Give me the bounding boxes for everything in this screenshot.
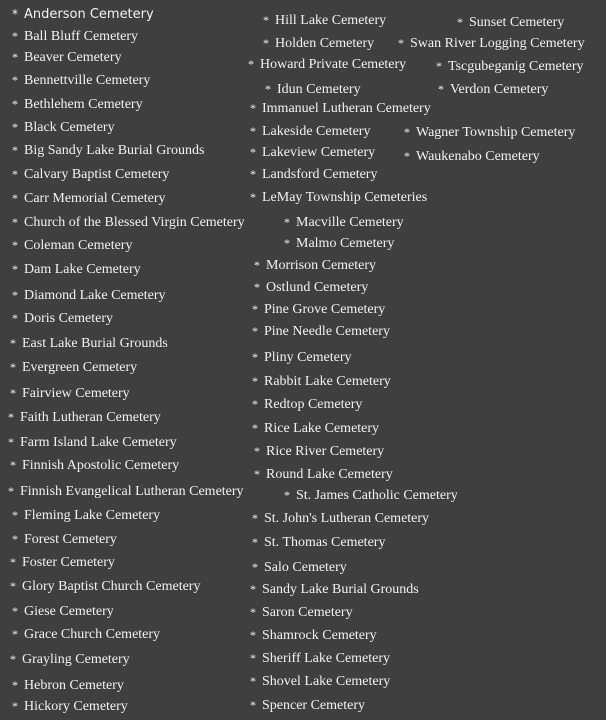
list-item: [10, 385, 130, 402]
list-item-label: LeMay Township Cemeteries: [262, 190, 428, 205]
list-item-label: Big Sandy Lake Burial Grounds: [24, 143, 205, 158]
list-item-label: Lakeview Cemetery: [262, 145, 376, 160]
bullet-icon: *: [8, 484, 14, 498]
list-item-label: Shamrock Cemetery: [262, 628, 377, 643]
list-item-label: Ball Bluff Cemetery: [24, 29, 139, 44]
list-item: [12, 142, 204, 159]
bullet-icon: *: [254, 280, 260, 294]
bullet-icon: *: [12, 262, 18, 276]
bullet-icon: *: [284, 215, 290, 229]
bullet-icon: *: [250, 167, 256, 181]
list-item-label: Bennettville Cemetery: [24, 73, 151, 88]
list-item: [10, 335, 168, 352]
list-item: [438, 81, 548, 98]
list-item: [10, 578, 200, 595]
bullet-icon: *: [10, 458, 16, 472]
list-item-label: Rice River Cemetery: [266, 444, 385, 459]
bullet-icon: *: [252, 374, 258, 388]
list-item: [8, 409, 161, 426]
list-item: [250, 673, 390, 690]
bullet-icon: *: [10, 360, 16, 374]
list-item: [252, 420, 379, 437]
list-item-label: Grace Church Cemetery: [24, 627, 161, 642]
bullet-icon: *: [12, 167, 18, 181]
list-item-label: Calvary Baptist Cemetery: [24, 167, 170, 182]
list-item: [284, 235, 394, 252]
bullet-icon: *: [12, 143, 18, 157]
list-item: [250, 650, 390, 667]
list-item: [263, 12, 386, 29]
bullet-icon: *: [12, 699, 18, 713]
bullet-icon: *: [10, 555, 16, 569]
list-item-label: Ostlund Cemetery: [266, 280, 369, 295]
bullet-icon: *: [248, 57, 254, 71]
list-item: [12, 287, 166, 304]
list-item-label: Sheriff Lake Cemetery: [262, 651, 391, 666]
bullet-icon: *: [254, 258, 260, 272]
list-item-label: Anderson Cemetery: [24, 7, 154, 22]
list-item-label: Waukenabo Cemetery: [416, 149, 540, 164]
list-item: [12, 237, 132, 254]
bullet-icon: *: [12, 311, 18, 325]
bullet-icon: *: [8, 410, 14, 424]
list-item: [265, 81, 361, 98]
list-item: [250, 627, 377, 644]
list-item: [8, 434, 177, 451]
bullet-icon: *: [12, 215, 18, 229]
list-item-label: Diamond Lake Cemetery: [24, 288, 166, 303]
list-item-label: Beaver Cemetery: [24, 50, 122, 65]
list-item-label: Black Cemetery: [24, 120, 115, 135]
list-item: [10, 457, 179, 474]
bullet-icon: *: [12, 532, 18, 546]
list-item-label: Hill Lake Cemetery: [275, 13, 387, 28]
bullet-icon: *: [12, 288, 18, 302]
list-item-label: Verdon Cemetery: [450, 82, 549, 97]
bullet-icon: *: [284, 488, 290, 502]
bullet-icon: *: [12, 120, 18, 134]
list-item-label: Salo Cemetery: [264, 560, 347, 575]
bullet-icon: *: [436, 59, 442, 73]
list-item-label: Dam Lake Cemetery: [24, 262, 141, 277]
bullet-icon: *: [250, 145, 256, 159]
list-item: [252, 510, 429, 527]
list-item: [457, 14, 564, 31]
bullet-icon: *: [12, 604, 18, 618]
list-item-label: Foster Cemetery: [22, 555, 115, 570]
list-item: [263, 35, 374, 52]
list-item: [254, 443, 384, 460]
list-item-label: Hebron Cemetery: [24, 678, 124, 693]
list-item-label: St. John's Lutheran Cemetery: [264, 511, 430, 526]
list-item: [12, 214, 245, 231]
list-item: [252, 534, 385, 551]
list-item: [254, 279, 368, 296]
list-item: [252, 323, 390, 340]
bullet-icon: *: [10, 579, 16, 593]
list-item: [404, 148, 540, 165]
list-item: [284, 214, 404, 231]
list-item: [252, 373, 391, 390]
list-item: [10, 554, 115, 571]
list-item: [252, 396, 362, 413]
list-item-label: Evergreen Cemetery: [22, 360, 138, 375]
list-item-label: Hickory Cemetery: [24, 699, 128, 714]
list-item-label: Church of the Blessed Virgin Cemetery: [24, 215, 245, 230]
list-item-label: Redtop Cemetery: [264, 397, 363, 412]
list-item-label: Morrison Cemetery: [266, 258, 377, 273]
bullet-icon: *: [398, 36, 404, 50]
list-item: [12, 119, 115, 136]
list-item: [10, 651, 130, 668]
bullet-icon: *: [250, 190, 256, 204]
list-item: [250, 189, 427, 206]
list-item-label: Howard Private Cemetery: [260, 57, 407, 72]
bullet-icon: *: [252, 324, 258, 338]
bullet-icon: *: [252, 535, 258, 549]
list-item: [252, 301, 385, 318]
bullet-icon: *: [12, 50, 18, 64]
list-item: [10, 359, 137, 376]
list-item-label: Pine Grove Cemetery: [264, 302, 386, 317]
list-item: [250, 144, 375, 161]
list-item-label: Fleming Lake Cemetery: [24, 508, 161, 523]
list-item-label: Rice Lake Cemetery: [264, 421, 380, 436]
list-item-label: Finnish Evangelical Lutheran Cemetery: [20, 484, 244, 499]
list-item-label: Sandy Lake Burial Grounds: [262, 582, 419, 597]
bullet-icon: *: [254, 467, 260, 481]
bullet-icon: *: [12, 678, 18, 692]
list-item-label: St. James Catholic Cemetery: [296, 488, 458, 503]
bullet-icon: *: [10, 386, 16, 400]
bullet-icon: *: [12, 7, 18, 21]
list-item-label: Wagner Township Cemetery: [416, 125, 576, 140]
list-item-label: Macville Cemetery: [296, 215, 404, 230]
bullet-icon: *: [265, 82, 271, 96]
bullet-icon: *: [250, 628, 256, 642]
list-item: [12, 6, 154, 23]
list-item: [250, 604, 353, 621]
bullet-icon: *: [457, 15, 463, 29]
bullet-icon: *: [252, 560, 258, 574]
bullet-icon: *: [8, 435, 14, 449]
list-item-label: Tscgubeganig Cemetery: [448, 59, 584, 74]
list-item: [250, 100, 431, 117]
bullet-icon: *: [252, 511, 258, 525]
list-item-label: Forest Cemetery: [24, 532, 117, 547]
list-item-label: Doris Cemetery: [24, 311, 114, 326]
bullet-icon: *: [404, 125, 410, 139]
bullet-icon: *: [12, 627, 18, 641]
list-item-label: East Lake Burial Grounds: [22, 336, 168, 351]
list-item-label: Malmo Cemetery: [296, 236, 395, 251]
bullet-icon: *: [438, 82, 444, 96]
list-item: [250, 697, 365, 714]
list-item-label: Carr Memorial Cemetery: [24, 191, 166, 206]
bullet-icon: *: [250, 651, 256, 665]
list-item-label: Giese Cemetery: [24, 604, 114, 619]
bullet-icon: *: [252, 421, 258, 435]
bullet-icon: *: [12, 191, 18, 205]
list-item: [12, 531, 117, 548]
list-item-label: Bethlehem Cemetery: [24, 97, 143, 112]
bullet-icon: *: [12, 73, 18, 87]
bullet-icon: *: [10, 336, 16, 350]
list-item-label: Finnish Apostolic Cemetery: [22, 458, 180, 473]
bullet-icon: *: [12, 238, 18, 252]
list-item: [254, 257, 376, 274]
list-item: [250, 581, 419, 598]
list-item: [12, 49, 122, 66]
list-item: [12, 261, 141, 278]
list-item: [250, 166, 377, 183]
list-item-label: Holden Cemetery: [275, 36, 375, 51]
bullet-icon: *: [252, 350, 258, 364]
list-item: [436, 58, 583, 75]
bullet-icon: *: [252, 302, 258, 316]
list-item: [12, 310, 113, 327]
list-item: [8, 483, 244, 500]
bullet-icon: *: [12, 508, 18, 522]
list-item-label: Spencer Cemetery: [262, 698, 366, 713]
list-item: [248, 56, 406, 73]
list-item: [254, 466, 393, 483]
list-item: [252, 559, 347, 576]
list-item: [12, 507, 160, 524]
bullet-icon: *: [250, 605, 256, 619]
list-item: [12, 603, 114, 620]
bullet-icon: *: [10, 652, 16, 666]
bullet-icon: *: [12, 97, 18, 111]
list-item: [12, 28, 138, 45]
list-item: [12, 626, 160, 643]
list-item: [12, 96, 143, 113]
bullet-icon: *: [12, 29, 18, 43]
list-item-label: Pliny Cemetery: [264, 350, 352, 365]
list-item-label: Rabbit Lake Cemetery: [264, 374, 391, 389]
list-item: [12, 677, 124, 694]
list-item: [284, 487, 458, 504]
list-item-label: Swan River Logging Cemetery: [410, 36, 585, 51]
bullet-icon: *: [250, 698, 256, 712]
bullet-icon: *: [263, 13, 269, 27]
list-item: [404, 124, 575, 141]
bullet-icon: *: [250, 124, 256, 138]
list-item-label: Fairview Cemetery: [22, 386, 130, 401]
list-item: [252, 349, 352, 366]
bullet-icon: *: [250, 582, 256, 596]
list-item-label: Sunset Cemetery: [469, 15, 565, 30]
list-item-label: Coleman Cemetery: [24, 238, 133, 253]
list-item-label: Lakeside Cemetery: [262, 124, 371, 139]
list-item: [250, 123, 370, 140]
list-item-label: Shovel Lake Cemetery: [262, 674, 391, 689]
list-item: [12, 698, 128, 715]
bullet-icon: *: [263, 36, 269, 50]
list-item-label: Round Lake Cemetery: [266, 467, 393, 482]
list-item: [398, 35, 585, 52]
list-item-label: Glory Baptist Church Cemetery: [22, 579, 201, 594]
list-item: [12, 190, 166, 207]
list-item-label: Saron Cemetery: [262, 605, 353, 620]
bullet-icon: *: [404, 149, 410, 163]
bullet-icon: *: [250, 101, 256, 115]
list-item-label: Landsford Cemetery: [262, 167, 378, 182]
bullet-icon: *: [254, 444, 260, 458]
list-item-label: Immanuel Lutheran Cemetery: [262, 101, 431, 116]
bullet-icon: *: [250, 674, 256, 688]
list-item-label: St. Thomas Cemetery: [264, 535, 386, 550]
bullet-icon: *: [252, 397, 258, 411]
list-item-label: Faith Lutheran Cemetery: [20, 410, 161, 425]
list-item-label: Grayling Cemetery: [22, 652, 130, 667]
list-item-label: Pine Needle Cemetery: [264, 324, 390, 339]
list-item: [12, 166, 169, 183]
list-item: [12, 72, 150, 89]
bullet-icon: *: [284, 236, 290, 250]
list-item-label: Farm Island Lake Cemetery: [20, 435, 177, 450]
list-item-label: Idun Cemetery: [277, 82, 361, 97]
